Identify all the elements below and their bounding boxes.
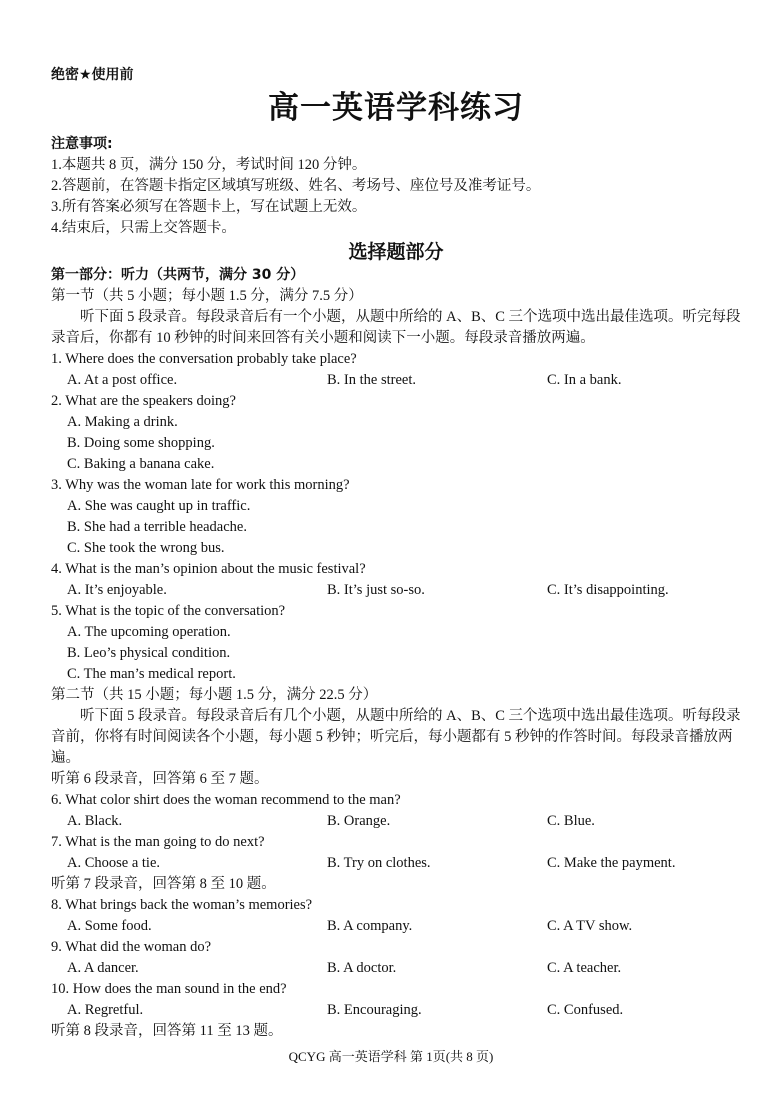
option-b: B. Try on clothes.: [327, 855, 431, 871]
question-stem: 4. What is the man’s opinion about the music festival?: [51, 561, 366, 577]
confidential-mark: 绝密★使用前: [51, 67, 134, 83]
option-a: A. At a post office.: [67, 372, 178, 388]
sec2-directions: 听下面 5 段录音。每段录音后有几个小题，从题中所给的 A、B、C 三个选项中选出最佳选项。听每段录音前，你将有时间阅读各个小题，每小题 5 秒钟；听完后，每小题都有 5 秒钟的作答时间。每段录音播放两遍。: [51, 708, 741, 766]
question-stem: 3. Why was the woman late for work this morning?: [51, 477, 350, 493]
option-b: B. In the street.: [327, 372, 416, 388]
page-title: 高一英语学科练习: [268, 90, 524, 126]
audio-instruction: 听第 6 段录音，回答第 6 至 7 题。: [51, 771, 269, 787]
part1-heading: 第一部分：听力（共两节，满分 30 分）: [51, 267, 305, 283]
option-c: C. Confused.: [547, 1002, 624, 1018]
option-c: C. A TV show.: [547, 918, 633, 934]
notice-item: 4.结束后，只需上交答题卡。: [51, 220, 236, 236]
option-row: [51, 916, 741, 937]
option-a: A. Regretful.: [67, 1002, 144, 1018]
option-b: B. Leo’s physical condition.: [67, 645, 231, 661]
option-a: A. Making a drink.: [67, 414, 178, 430]
question-stem: 5. What is the topic of the conversation?: [51, 603, 286, 619]
question-stem: 7. What is the man going to do next?: [51, 834, 265, 850]
option-b: B. Doing some shopping.: [67, 435, 215, 451]
option-a: A. Choose a tie.: [67, 855, 161, 871]
option-b: B. She had a terrible headache.: [67, 519, 247, 535]
page-footer: QCYG 高一英语学科 第 1页(共 8 页): [288, 1049, 494, 1064]
option-c: C. She took the wrong bus.: [67, 540, 225, 556]
notice-item: 2.答题前，在答题卡指定区域填写班级、姓名、考场号、座位号及准考证号。: [51, 178, 541, 194]
option-c: C. The man’s medical report.: [67, 666, 236, 682]
sec1-directions: 听下面 5 段录音。每段录音后有一个小题，从题中所给的 A、B、C 三个选项中选出最佳选项。听完每段录音后，你都有 10 秒钟的时间来回答有关小题和阅读下一小题。每段录音播放两遍。: [51, 309, 741, 346]
option-c: C. Blue.: [547, 813, 595, 829]
option-b: B. Encouraging.: [327, 1002, 422, 1018]
notice-heading: 注意事项:: [51, 136, 113, 152]
section-title: 选择题部分: [348, 241, 444, 263]
option-c: C. A teacher.: [547, 960, 622, 976]
option-a: A. A dancer.: [67, 960, 139, 976]
exam-page: [51, 64, 741, 1042]
option-b: B. It’s just so-so.: [327, 582, 425, 598]
question-stem: 8. What brings back the woman’s memories?: [51, 897, 313, 913]
question-stem: 2. What are the speakers doing?: [51, 393, 236, 409]
option-a: A. It’s enjoyable.: [67, 582, 167, 598]
option-c: C. It’s disappointing.: [547, 582, 669, 598]
option-row: [51, 853, 741, 874]
option-row: [51, 580, 741, 601]
option-row: [51, 958, 741, 979]
option-a: A. Some food.: [67, 918, 152, 934]
option-b: B. Orange.: [327, 813, 391, 829]
option-row: [51, 370, 741, 391]
option-a: A. She was caught up in traffic.: [67, 498, 251, 514]
audio-instruction: 听第 8 段录音，回答第 11 至 13 题。: [51, 1023, 283, 1039]
option-a: A. The upcoming operation.: [67, 624, 231, 640]
question-stem: 1. Where does the conversation probably take place?: [51, 351, 357, 367]
option-b: B. A company.: [327, 918, 413, 934]
option-c: C. Make the payment.: [547, 855, 676, 871]
question-stem: 10. How does the man sound in the end?: [51, 981, 287, 997]
sec2-heading: 第二节（共 15 小题；每小题 1.5 分，满分 22.5 分）: [51, 687, 378, 703]
question-stem: 9. What did the woman do?: [51, 939, 212, 955]
option-c: C. In a bank.: [547, 372, 622, 388]
sec1-heading: 第一节（共 5 小题；每小题 1.5 分，满分 7.5 分）: [51, 288, 363, 304]
option-row: [51, 1000, 741, 1021]
option-a: A. Black.: [67, 813, 123, 829]
option-c: C. Baking a banana cake.: [67, 456, 215, 472]
option-row: [51, 811, 741, 832]
option-b: B. A doctor.: [327, 960, 397, 976]
notice-item: 3.所有答案必须写在答题卡上，写在试题上无效。: [51, 199, 367, 215]
audio-instruction: 听第 7 段录音，回答第 8 至 10 题。: [51, 876, 276, 892]
question-stem: 6. What color shirt does the woman recommend to the man?: [51, 792, 401, 808]
notice-item: 1.本题共 8 页，满分 150 分，考试时间 120 分钟。: [51, 157, 367, 173]
